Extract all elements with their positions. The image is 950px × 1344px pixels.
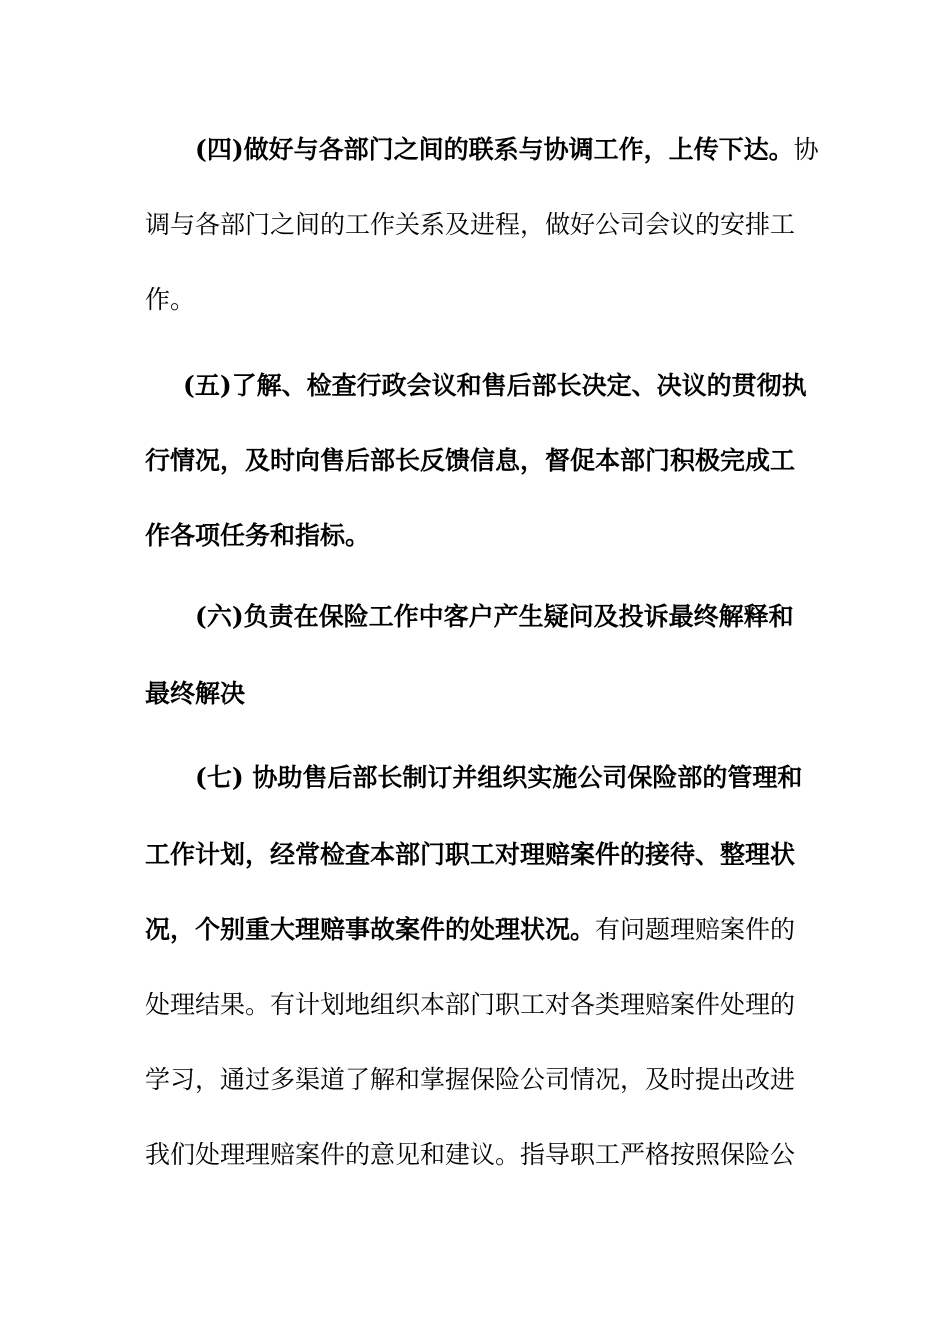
paragraph-6-line-1: (六)负责在保险工作中客户产生疑问及投诉最终解释和 bbox=[195, 602, 794, 631]
paragraph-7-bold-text: 况，个别重大理赔事故案件的处理状况。 bbox=[145, 915, 596, 944]
paragraph-7-line-2: 工作计划，经常检查本部门职工对理赔案件的接待、整理状 bbox=[145, 840, 796, 869]
paragraph-6-line-2: 最终解决 bbox=[145, 679, 246, 708]
paragraph-7-line-6: 我们处理理赔案件的意见和建议。指导职工严格按照保险公 bbox=[145, 1140, 796, 1169]
paragraph-5-line-1: (五)了解、检查行政会议和售后部长决定、决议的贯彻执 bbox=[183, 371, 807, 400]
paragraph-7-line-1: (七) 协助售后部长制订并组织实施公司保险部的管理和 bbox=[195, 763, 803, 792]
paragraph-7-line-5: 学习，通过多渠道了解和掌握保险公司情况，及时提出改进 bbox=[145, 1065, 796, 1094]
paragraph-4-text: 协 bbox=[793, 135, 819, 164]
paragraph-5-line-3: 作各项任务和指标。 bbox=[145, 521, 371, 550]
paragraph-4-line-3: 作。 bbox=[145, 285, 196, 314]
paragraph-5-line-2: 行情况，及时向售后部长反馈信息，督促本部门积极完成工 bbox=[145, 446, 796, 475]
paragraph-4-heading: (四)做好与各部门之间的联系与协调工作，上传下达。 bbox=[195, 135, 794, 164]
paragraph-7-regular-text: 有问题理赔案件的 bbox=[595, 915, 796, 944]
paragraph-4-line-1 bbox=[145, 133, 819, 167]
paragraph-4-line-2: 调与各部门之间的工作关系及进程，做好公司会议的安排工 bbox=[145, 210, 796, 239]
paragraph-7-line-4: 处理结果。有计划地组织本部门职工对各类理赔案件处理的 bbox=[145, 990, 796, 1019]
paragraph-7-line-3 bbox=[145, 913, 795, 947]
